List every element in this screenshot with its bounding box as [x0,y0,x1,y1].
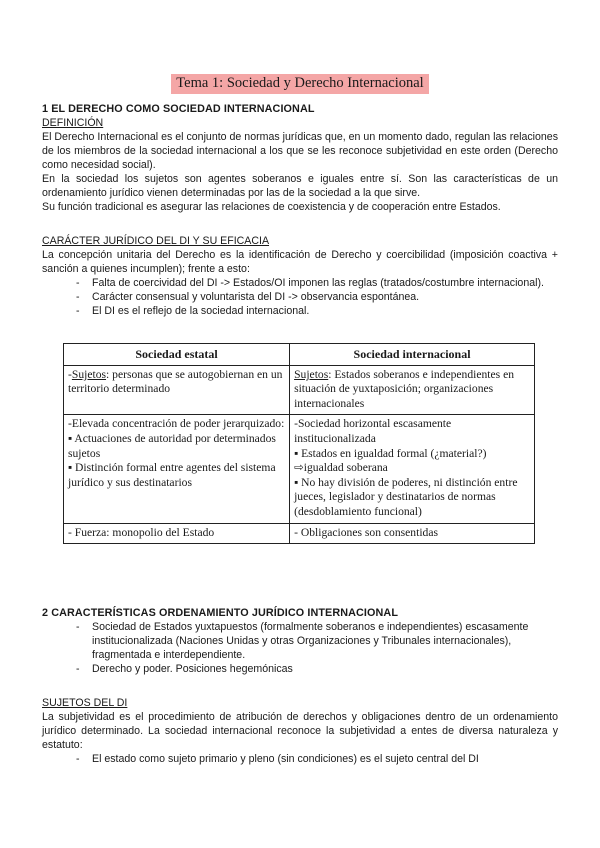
sujetos-list [42,752,558,766]
table-row [64,415,535,523]
cell-line: ▪ No hay división de poderes, ni distinción entre jueces, legislador y destinatarios de normas (desdoblamiento funcional) [294,475,518,518]
cell-text: : personas que se autogobiernan en un territorio determinado [68,367,283,396]
table-header-row [64,344,535,366]
table-cell [290,365,535,415]
section-1 [42,102,558,214]
cell-line: -Sociedad horizontal escasamente institucionalizada [294,417,452,445]
table-cell [64,415,290,523]
sujetos-paragraph: La subjetividad es el procedimiento de atribución de derechos y obligaciones dentro de un ordenamiento jurídico determinado. La sociedad internacional reconoce la subjetividad a entes de diversa naturaleza y estatuto: [42,711,558,751]
cell-label: Sujetos [71,367,107,381]
table-row [64,365,535,415]
table-header-internacional: Sociedad internacional [290,344,535,366]
comparison-table [63,343,535,544]
list-item: - El estado como sujeto primario y pleno (sin condiciones) es el sujeto central del DI [42,752,558,766]
list-item: - Derecho y poder. Posiciones hegemónicas [42,662,558,676]
section-2-heading: 2 CARACTERÍSTICAS ORDENAMIENTO JURÍDICO INTERNACIONAL [42,607,399,619]
table-cell [64,365,290,415]
cell-line: ▪ Estados en igualdad formal (¿material?) ⇨igualdad soberana [294,446,487,475]
cell-text: : Estados soberanos e independientes en situación de yuxtaposición; organizaciones internacionales [294,367,515,410]
section-2-list [42,620,558,676]
sujetos-subheading: SUJETOS DEL DI [42,697,128,709]
cell-line: ▪ Actuaciones de autoridad por determinados sujetos [68,431,276,460]
list-item: - Sociedad de Estados yuxtapuestos (formalmente soberanos e independientes) escasamente institucionalizada (Naciones Unidas y otras Organizaciones y Tribunales internacionales), fragmentada e interdependiente. [42,620,558,662]
table-row [64,523,535,544]
cell-line: -Elevada concentración de poder jerarquizado: [68,417,285,431]
cell-line: ▪ Distinción formal entre agentes del sistema jurídico y sus destinatarios [68,461,276,489]
definicion-paragraph-3: Su función tradicional es asegurar las relaciones de coexistencia y de cooperación entre Estados. [42,201,501,213]
list-item: - Carácter consensual y voluntarista del DI -> observancia espontánea. [42,290,558,304]
section-1-heading: 1 EL DERECHO COMO SOCIEDAD INTERNACIONAL [42,103,315,115]
caracter-subheading: CARÁCTER JURÍDICO DEL DI Y SU EFICACIA [42,235,270,247]
title-container [0,74,600,94]
sujetos-section [42,696,558,766]
cell-prefix: - [68,367,72,381]
caracter-section [42,234,558,318]
document-title: Tema 1: Sociedad y Derecho Internacional [171,74,428,94]
table-cell: - Fuerza: monopolio del Estado [64,523,290,544]
caracter-intro: La concepción unitaria del Derecho es la identificación de Derecho y coercibilidad (imposición coactiva + sanción a quienes incumplen); frente a esto: [42,249,558,275]
section-2 [42,606,558,676]
cell-label: Sujetos [294,367,329,381]
list-item: - El DI es el reflejo de la sociedad internacional. [42,304,558,318]
definicion-paragraph-1: El Derecho Internacional es el conjunto de normas jurídicas que, en un momento dado, regulan las relaciones de los miembros de la sociedad internacional a los que se les reconoce subjetividad en este orden (Derecho como necesidad social). [42,131,558,171]
table-header-estatal: Sociedad estatal [64,344,290,366]
definicion-subheading: DEFINICIÓN [42,117,104,129]
table-cell [290,415,535,523]
definicion-paragraph-2: En la sociedad los sujetos son agentes soberanos e iguales entre sí. Son las características de un ordenamiento jurídico vienen determinadas por las de la sociedad a la que sirve. [42,173,558,199]
table-cell: - Obligaciones son consentidas [290,523,535,544]
list-item: - Falta de coercividad del DI -> Estados/OI imponen las reglas (tratados/costumbre internacional). [42,276,558,290]
caracter-list [42,276,558,318]
